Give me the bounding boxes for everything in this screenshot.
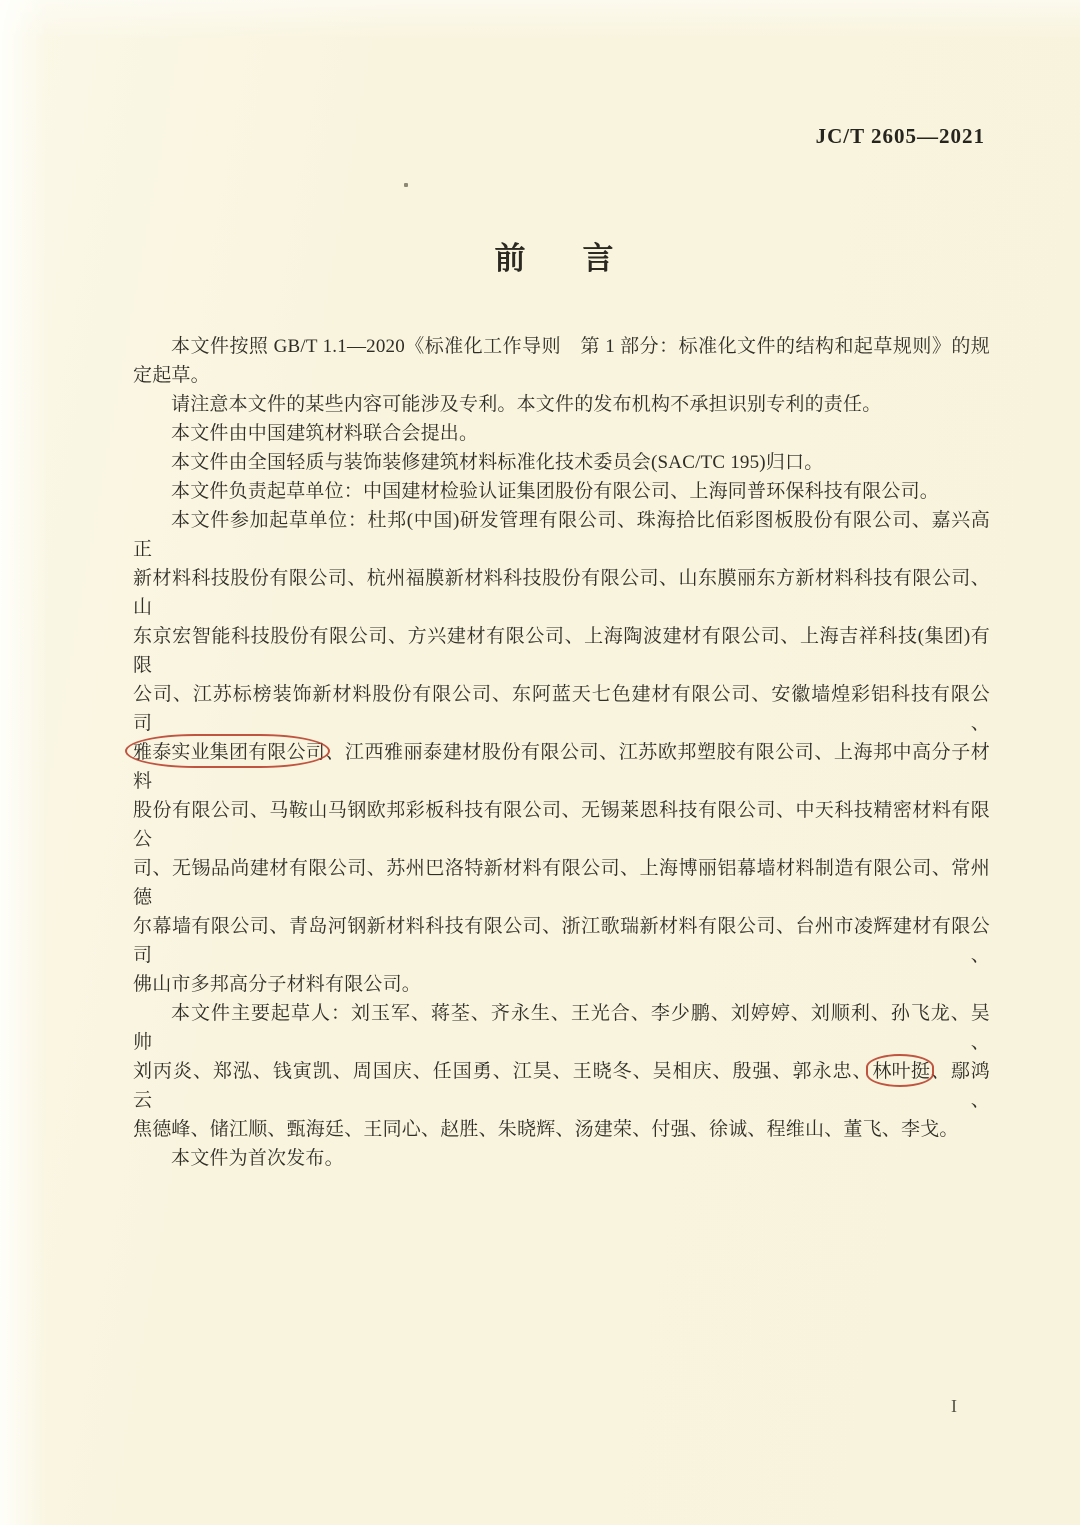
participants-line-3: 东京宏智能科技股份有限公司、方兴建材有限公司、上海陶波建材有限公司、上海吉祥科技(集团)有限 — [133, 626, 990, 676]
participants-line-8: 尔幕墙有限公司、青岛河钢新材料科技有限公司、浙江歌瑞新材料有限公司、台州市凌辉建材有限公司、 — [133, 916, 990, 966]
participants-line-5 — [133, 738, 990, 796]
red-circle-annotation-company — [133, 738, 325, 767]
page-title — [0, 233, 1080, 278]
drafters-line-1: 本文件主要起草人：刘玉军、蒋荃、齐永生、王光合、李少鹏、刘婷婷、刘顺利、孙飞龙、吴帅、 — [133, 1003, 990, 1053]
participants-line-5-rest: 、江西雅丽泰建材股份有限公司、江苏欧邦塑胶有限公司、上海邦中高分子材料 — [133, 742, 990, 792]
drafters-line-3: 焦德峰、储江顺、甄海廷、王同心、赵胜、朱晓辉、汤建荣、付强、徐诚、程维山、董飞、李戈。 — [133, 1119, 959, 1140]
red-circle-annotation-person — [872, 1057, 930, 1086]
paragraph-responsible-units: 本文件负责起草单位：中国建材检验认证集团股份有限公司、上海同普环保科技有限公司。 — [171, 481, 940, 502]
highlighted-person-name: 林叶挺 — [872, 1061, 931, 1082]
standard-code: JC/T 2605—2021 — [815, 124, 985, 148]
paragraph-first-issue: 本文件为首次发布。 — [171, 1148, 344, 1169]
paragraph-committee: 本文件由全国轻质与装饰装修建筑材料标准化技术委员会(SAC/TC 195)归口。 — [171, 452, 824, 473]
title-char-1: 前 — [494, 241, 526, 276]
participants-line-4: 公司、江苏标榜装饰新材料股份有限公司、东阿蓝天七色建材有限公司、安徽墙煌彩铝科技有限公司、 — [133, 684, 990, 734]
drafters-line-2 — [133, 1057, 990, 1115]
participants-line-9: 佛山市多邦高分子材料有限公司。 — [133, 974, 422, 995]
highlighted-company-name: 雅泰实业集团有限公司 — [133, 742, 326, 763]
drafters-line-2-post: 、鄢鸿云、 — [133, 1061, 991, 1111]
foreword-body — [133, 332, 990, 1173]
participants-line-1: 本文件参加起草单位：杜邦(中国)研发管理有限公司、珠海拾比佰彩图板股份有限公司、嘉兴高正 — [133, 510, 990, 560]
page-number: I — [951, 1396, 958, 1416]
paragraph-proposed-by: 本文件由中国建筑材料联合会提出。 — [171, 423, 479, 444]
paragraph-basis-line1: 本文件按照 GB/T 1.1—2020《标准化工作导则 第 1 部分：标准化文件的结构和起草规则》的规 — [171, 336, 990, 357]
paragraph-basis-line2: 定起草。 — [133, 365, 210, 386]
participants-line-6: 股份有限公司、马鞍山马钢欧邦彩板科技有限公司、无锡莱恩科技有限公司、中天科技精密材料有限公 — [133, 800, 990, 850]
participants-line-2: 新材料科技股份有限公司、杭州福膜新材料科技股份有限公司、山东膜丽东方新材料科技有限公司、山 — [133, 568, 990, 618]
drafters-line-2-pre: 刘丙炎、郑泓、钱寅凯、周国庆、任国勇、江昊、王晓冬、吴相庆、殷强、郭永忠、 — [133, 1061, 873, 1082]
title-char-2: 言 — [582, 241, 614, 276]
paragraph-patent: 请注意本文件的某些内容可能涉及专利。本文件的发布机构不承担识别专利的责任。 — [171, 394, 882, 415]
participants-line-7: 司、无锡品尚建材有限公司、苏州巴洛特新材料有限公司、上海博丽铝幕墙材料制造有限公司、常州德 — [133, 858, 990, 908]
scan-speck — [404, 183, 408, 187]
